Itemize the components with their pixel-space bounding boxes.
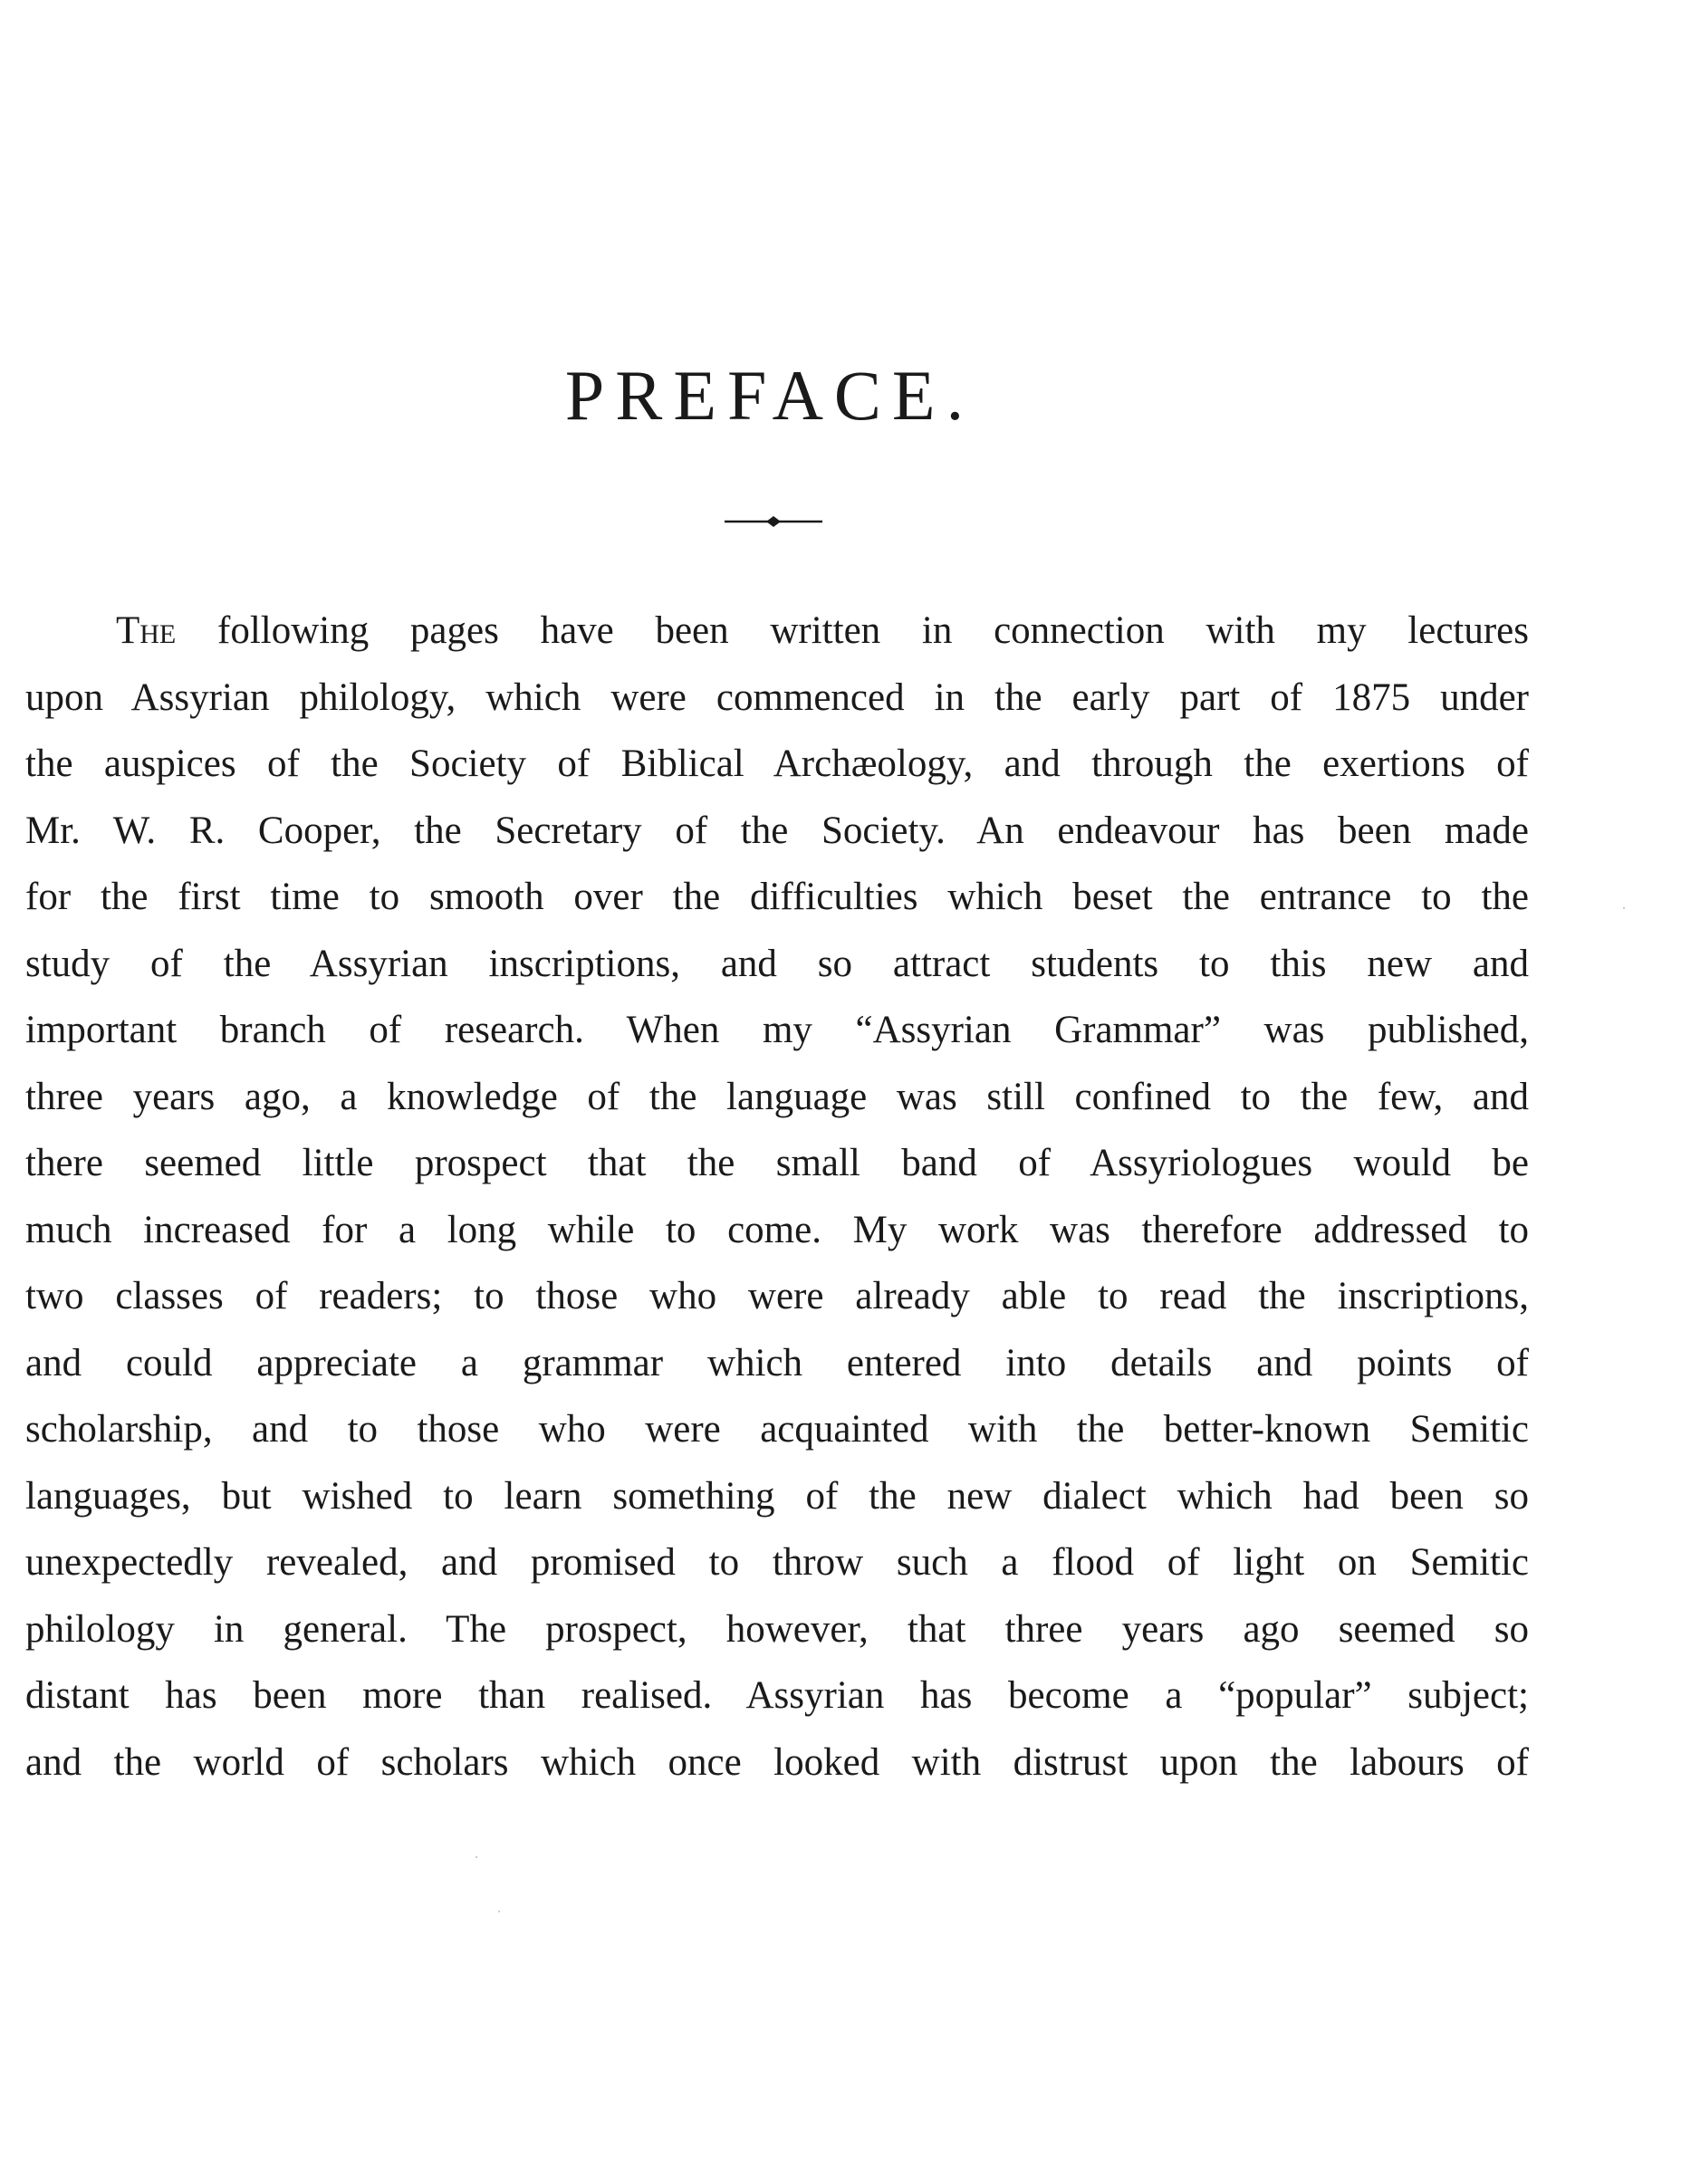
paper-speck [1623,907,1625,909]
paragraph-line: distant has been more than realised. Assyrian has become a “popular” subject; [25,1674,1529,1717]
paragraph-line: unexpectedly revealed, and promised to throw such a flood of light on Semitic [25,1541,1529,1584]
paragraph-line: scholarship, and to those who were acquainted with the better-known Semitic [25,1408,1529,1451]
paragraph-line: study of the Assyrian inscriptions, and so attract students to this new and [25,942,1529,985]
paragraph-line [25,598,1529,665]
paragraph-line: for the first time to smooth over the difficulties which beset the entrance to the [25,876,1529,918]
paragraph-line: languages, but wished to learn something of the new dialect which had been so [25,1474,1529,1518]
paragraph-line: and could appreciate a grammar which entered into details and points of [25,1341,1529,1384]
paragraph-line: Mr. W. R. Cooper, the Secretary of the Society. An endeavour has been made [25,809,1529,852]
paragraph-line: three years ago, a knowledge of the language was still confined to the few, and [25,1075,1529,1118]
paper-speck [498,1911,500,1912]
paper-speck [475,1856,477,1858]
paragraph-line: and the world of scholars which once looked with distrust upon the labours of [25,1740,1529,1784]
paragraph-line: important branch of research. When my “Assyrian Grammar” was published, [25,1009,1529,1051]
paragraph-line: much increased for a long while to come. My work was therefore addressed to [25,1208,1529,1251]
rule-with-diamond-ornament-icon [725,514,822,529]
paragraph-line: upon Assyrian philology, which were commenced in the early part of 1875 under [25,675,1529,719]
preface-paragraph [25,598,1529,1796]
paragraph-line: two classes of readers; to those who were already able to read the inscriptions, [25,1275,1529,1317]
paragraph-line: philology in general. The prospect, however, that three years ago seemed so [25,1607,1529,1651]
line-text: following pages have been written in connection with my lectures [176,609,1529,652]
opening-word: The [116,609,177,652]
paragraph-line: there seemed little prospect that the small band of Assyriologues would be [25,1142,1529,1184]
paragraph-line: the auspices of the Society of Biblical Archæology, and through the exertions of [25,742,1529,785]
page-title: PREFACE. [564,356,975,435]
